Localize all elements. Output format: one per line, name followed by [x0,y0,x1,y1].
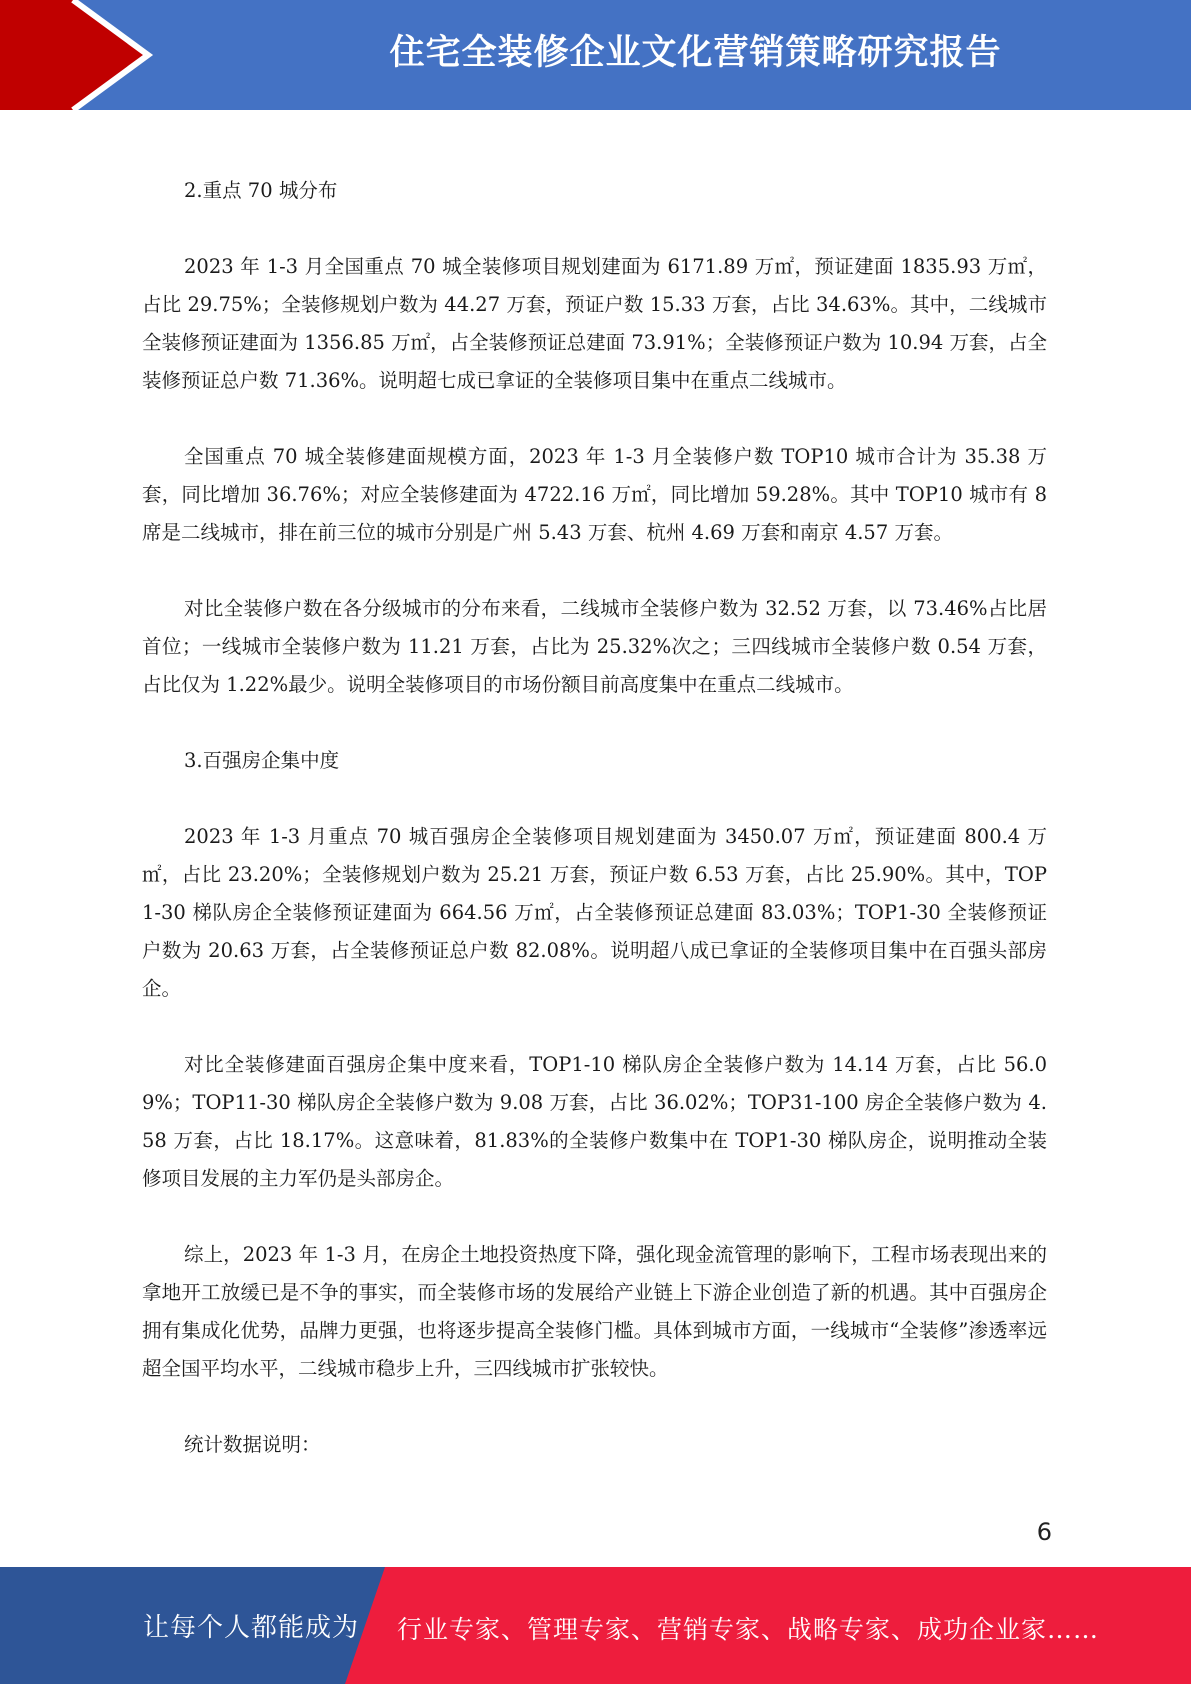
paragraph: 2023 年 1-3 月全国重点 70 城全装修项目规划建面为 6171.89 万㎡，预证建面 1835.93 万㎡，占比 29.75%；全装修规划户数为 44.27 万套，预证户数 15.33 万套，占比 34.63%。其中，二线城市全装修预证建面为 1356.85 万㎡，占全装修预证总建面 73.91%；全装修预证户数为 10.94 万套，占全装修预证总户数 71.36%。说明超七成已拿证的全装修项目集中在重点二线城市。 [142,255,1047,392]
section-heading: 3.百强房企集中度 [184,749,340,772]
paragraph: 对比全装修建面百强房企集中度来看，TOP1-10 梯队房企全装修户数为 14.14 万套，占比 56.09%；TOP11-30 梯队房企全装修户数为 9.08 万套，占比 36.02%；TOP31-100 房企全装修户数为 4.58 万套，占比 18.17%。这意味着，81.83%的全装修户数集中在 TOP1-30 梯队房企，说明推动全装修项目发展的主力军仍是头部房企。 [142,1053,1047,1190]
page-number: 6 [1036,1518,1052,1546]
section-heading: 2.重点 70 城分布 [184,179,338,202]
footer-slogan-left: 让每个人都能成为 [143,1613,360,1643]
header-banner [0,0,1191,110]
paragraph: 综上，2023 年 1-3 月，在房企土地投资热度下降，强化现金流管理的影响下，工程市场表现出来的拿地开工放缓已是不争的事实，而全装修市场的发展给产业链上下游企业创造了新的机遇。其中百强房企拥有集成化优势，品牌力更强，也将逐步提高全装修门槛。具体到城市方面，一线城市“全装修”渗透率远超全国平均水平，二线城市稳步上升，三四线城市扩张较快。 [142,1243,1047,1380]
paragraph-note-label: 统计数据说明： [184,1433,321,1456]
paragraph: 全国重点 70 城全装修建面规模方面，2023 年 1-3 月全装修户数 TOP10 城市合计为 35.38 万套，同比增加 36.76%；对应全装修建面为 4722.16 万㎡，同比增加 59.28%。其中 TOP10 城市有 8 席是二线城市，排在前三位的城市分别是广州 5.43 万套、杭州 4.69 万套和南京 4.57 万套。 [142,445,1047,544]
paragraph: 对比全装修户数在各分级城市的分布来看，二线城市全装修户数为 32.52 万套，以 73.46%占比居首位；一线城市全装修户数为 11.21 万套，占比为 25.32%次之；三四线城市全装修户数 0.54 万套，占比仅为 1.22%最少。说明全装修项目的市场份额目前高度集中在重点二线城市。 [142,597,1047,696]
document-body [142,172,1047,1464]
footer-banner [0,1567,1191,1684]
footer-slogan-right: 行业专家、管理专家、营销专家、战略专家、成功企业家…… [397,1615,1100,1644]
paragraph: 2023 年 1-3 月重点 70 城百强房企全装修项目规划建面为 3450.07 万㎡，预证建面 800.4 万㎡，占比 23.20%；全装修规划户数为 25.21 万套，预证户数 6.53 万套，占比 25.90%。其中，TOP1-30 梯队房企全装修预证建面为 664.56 万㎡，占全装修预证总建面 83.03%；TOP1-30 全装修预证户数为 20.63 万套，占全装修预证总户数 82.08%。说明超八成已拿证的全装修项目集中在百强头部房企。 [142,825,1047,1000]
document-title: 住宅全装修企业文化营销策略研究报告 [389,33,1002,73]
